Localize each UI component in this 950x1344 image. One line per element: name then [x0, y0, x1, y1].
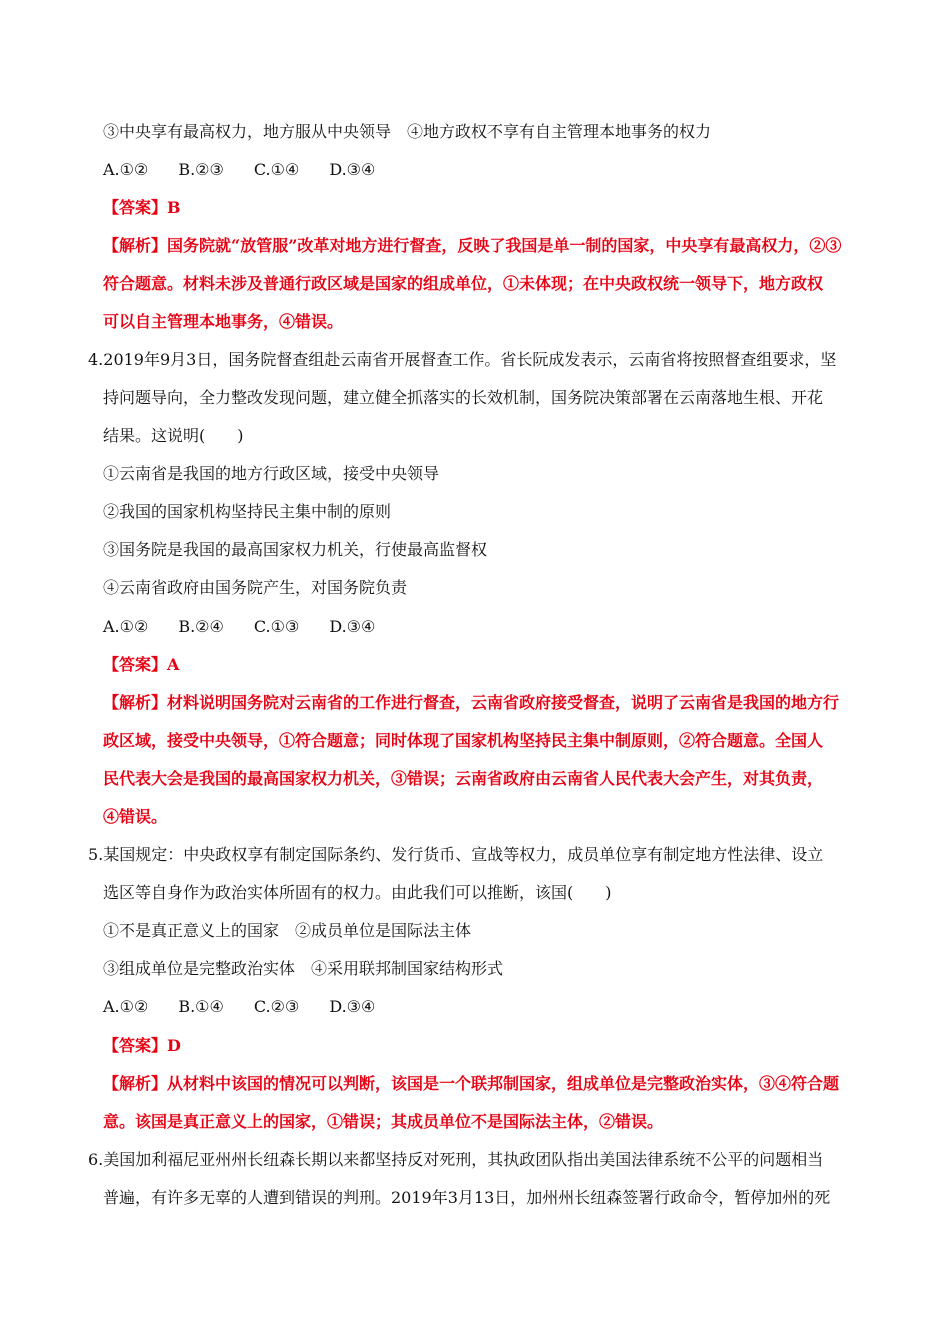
q5-statements-line-1: ①不是真正意义上的国家 ②成员单位是国际法主体: [103, 921, 472, 940]
q4-analysis-line-1: 【解析】材料说明国务院对云南省的工作进行督查，云南省政府接受督查，说明了云南省是我国的地方行: [103, 693, 840, 712]
q3-option-c: C.①④: [253, 160, 300, 179]
q5-analysis-line-2: 意。该国是真正意义上的国家，①错误；其成员单位不是国际法主体，②错误。: [103, 1112, 664, 1131]
q4-statement-3: ③国务院是我国的最高国家权力机关，行使最高监督权: [103, 540, 488, 559]
q5-stem-line-1: 5.某国规定：中央政权享有制定国际条约、发行货币、宣战等权力，成员单位享有制定地方性法律、设立: [88, 845, 824, 864]
q4-stem-line-3: 结果。这说明( ): [103, 426, 244, 445]
q3-analysis-line-3: 可以自主管理本地事务，④错误。: [103, 312, 344, 331]
q4-statement-1: ①云南省是我国的地方行政区域，接受中央领导: [103, 464, 440, 483]
q4-option-d: D.③④: [329, 617, 376, 636]
q4-statement-2: ②我国的国家机构坚持民主集中制的原则: [103, 502, 392, 521]
q4-option-b: B.②④: [178, 617, 224, 636]
q5-option-a: A.①②: [103, 997, 149, 1016]
q4-stem-line-2: 持问题导向，全力整改发现问题，建立健全抓落实的长效机制，国务院决策部署在云南落地生根、开花: [103, 388, 824, 407]
q6-stem-line-2: 普遍，有许多无辜的人遭到错误的判刑。2019年3月13日，加州州长纽森签署行政命令，暂停加州的死: [103, 1188, 831, 1207]
q3-analysis-line-2: 符合题意。材料未涉及普通行政区域是国家的组成单位，①未体现；在中央政权统一领导下，地方政权: [103, 274, 824, 293]
q3-answer: 【答案】B: [103, 198, 181, 217]
q5-option-d: D.③④: [329, 997, 376, 1016]
q4-analysis-line-4: ④错误。: [103, 807, 168, 826]
q4-option-c: C.①③: [253, 617, 300, 636]
q3-analysis-line-1: 【解析】国务院就“放管服”改革对地方进行督查，反映了我国是单一制的国家，中央享有最高权力，②③: [103, 236, 842, 255]
q5-stem-line-2: 选区等自身作为政治实体所固有的权力。由此我们可以推断，该国( ): [103, 883, 612, 902]
q3-option-d: D.③④: [329, 160, 376, 179]
q3-option-a: A.①②: [103, 160, 149, 179]
q3-option-b: B.②③: [178, 160, 224, 179]
q4-options: [103, 617, 375, 637]
q4-stem-line-1: 4.2019年9月3日，国务院督查组赴云南省开展督查工作。省长阮成发表示，云南省将按照督查组要求，坚: [88, 350, 837, 369]
q5-analysis-line-1: 【解析】从材料中该国的情况可以判断，该国是一个联邦制国家，组成单位是完整政治实体，③④符合题: [103, 1074, 840, 1093]
q4-answer: 【答案】A: [103, 655, 180, 674]
q4-analysis-line-3: 民代表大会是我国的最高国家权力机关，③错误；云南省政府由云南省人民代表大会产生，对其负责，: [103, 769, 824, 788]
q5-statements-line-2: ③组成单位是完整政治实体 ④采用联邦制国家结构形式: [103, 959, 504, 978]
q5-option-b: B.①④: [178, 997, 224, 1016]
q3-options: [103, 160, 375, 180]
q4-statement-4: ④云南省政府由国务院产生，对国务院负责: [103, 578, 408, 597]
q4-analysis-line-2: 政区域，接受中央领导，①符合题意；同时体现了国家机构坚持民主集中制原则，②符合题意。全国人: [103, 731, 824, 750]
q5-option-c: C.②③: [253, 997, 300, 1016]
q5-options: [103, 997, 375, 1017]
q5-answer: 【答案】D: [103, 1036, 181, 1055]
q6-stem-line-1: 6.美国加利福尼亚州州长纽森长期以来都坚持反对死刑，其执政团队指出美国法律系统不公平的问题相当: [88, 1150, 824, 1169]
q4-option-a: A.①②: [103, 617, 149, 636]
q3-statement-line: ③中央享有最高权力，地方服从中央领导 ④地方政权不享有自主管理本地事务的权力: [103, 122, 712, 141]
